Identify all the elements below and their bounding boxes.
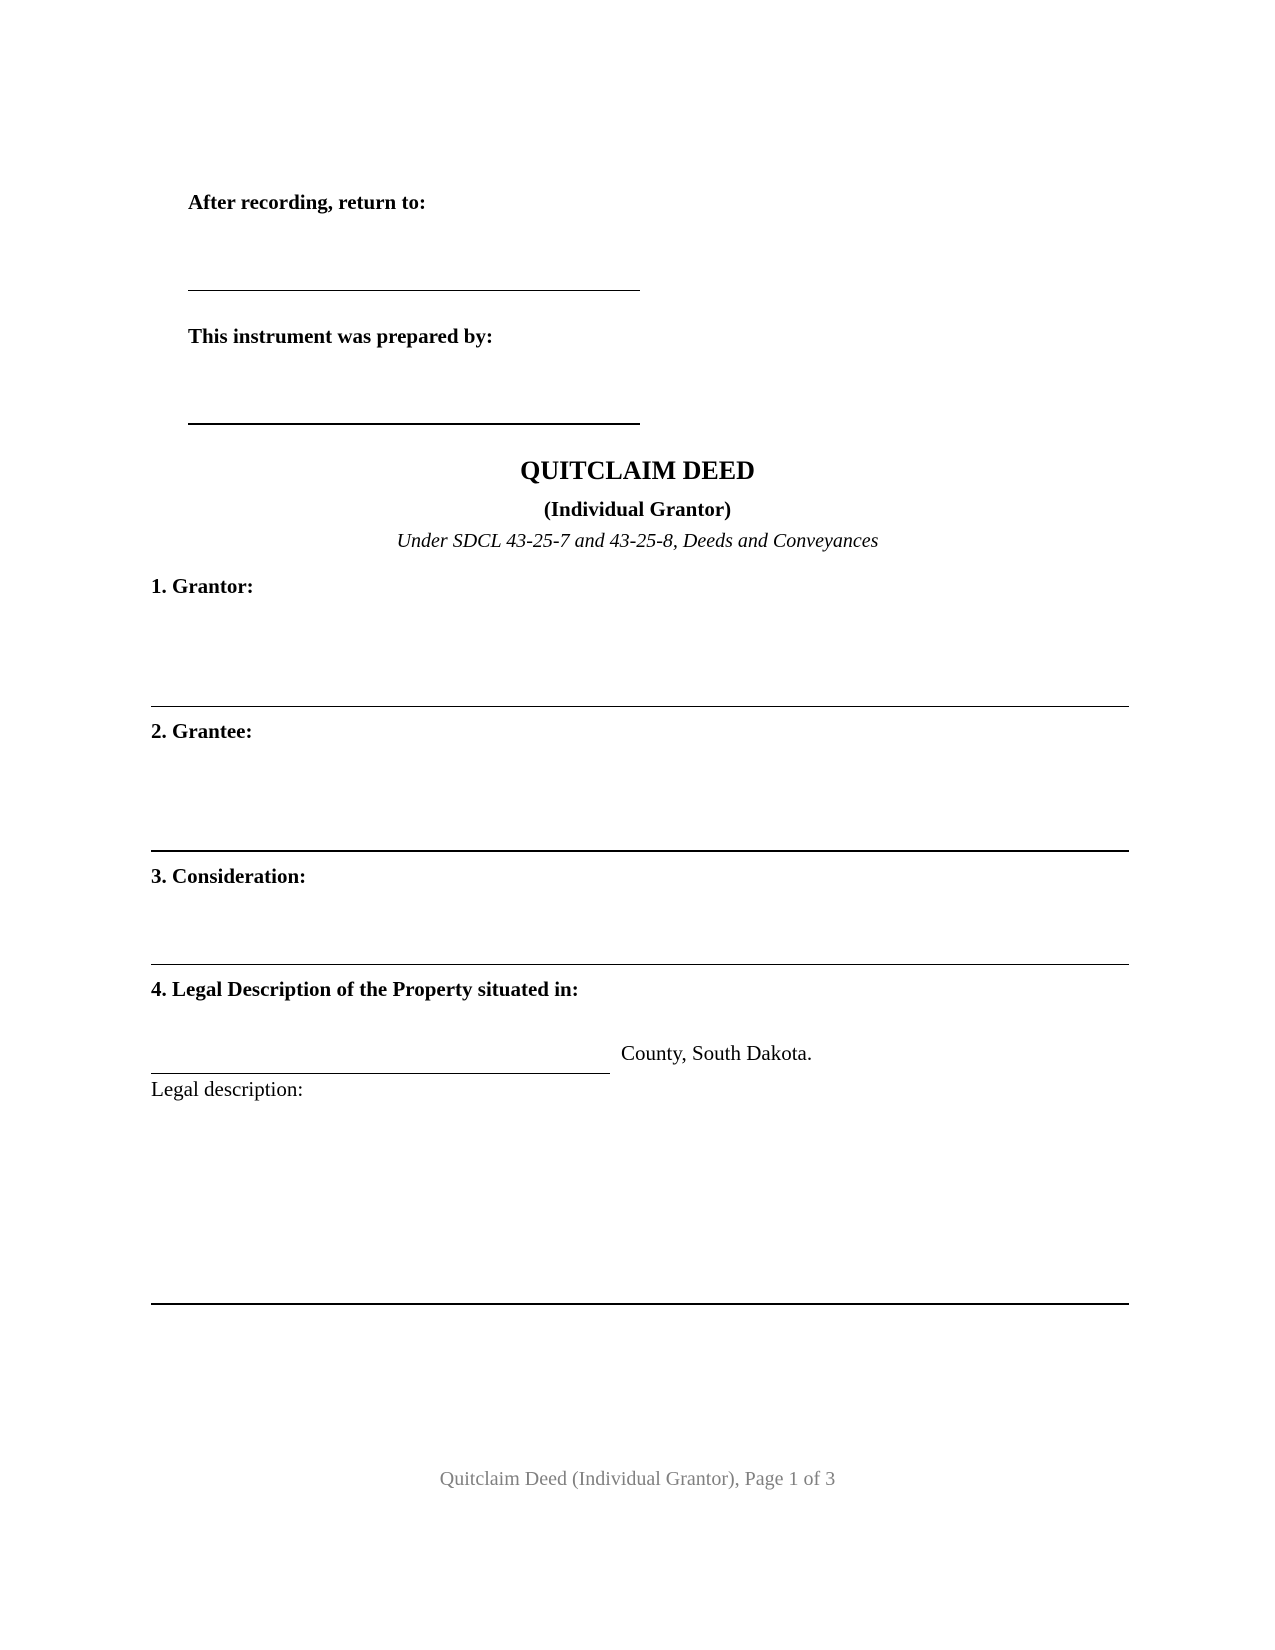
document-subtitle: (Individual Grantor)	[543, 497, 732, 521]
consideration-line[interactable]	[151, 964, 1129, 965]
grantor-line[interactable]	[151, 706, 1129, 707]
document-title: QUITCLAIM DEED	[520, 456, 755, 485]
county-suffix: County, South Dakota.	[621, 1041, 813, 1065]
return-to-label: After recording, return to:	[188, 190, 426, 214]
prepared-by-line[interactable]	[188, 423, 640, 425]
grantor-label: 1. Grantor:	[151, 574, 254, 598]
prepared-by-label: This instrument was prepared by:	[188, 324, 493, 348]
grantee-line[interactable]	[151, 850, 1129, 852]
page-footer: Quitclaim Deed (Individual Grantor), Page 1 of 3	[439, 1468, 836, 1490]
legal-description-heading: 4. Legal Description of the Property situated in:	[151, 977, 579, 1001]
county-line[interactable]	[151, 1073, 610, 1074]
return-to-line[interactable]	[188, 290, 640, 291]
statute-citation: Under SDCL 43-25-7 and 43-25-8, Deeds and Conveyances	[396, 530, 879, 552]
legal-description-label: Legal description:	[151, 1077, 304, 1101]
grantee-label: 2. Grantee:	[151, 719, 253, 743]
consideration-label: 3. Consideration:	[151, 864, 307, 888]
legal-description-line[interactable]	[151, 1303, 1129, 1305]
